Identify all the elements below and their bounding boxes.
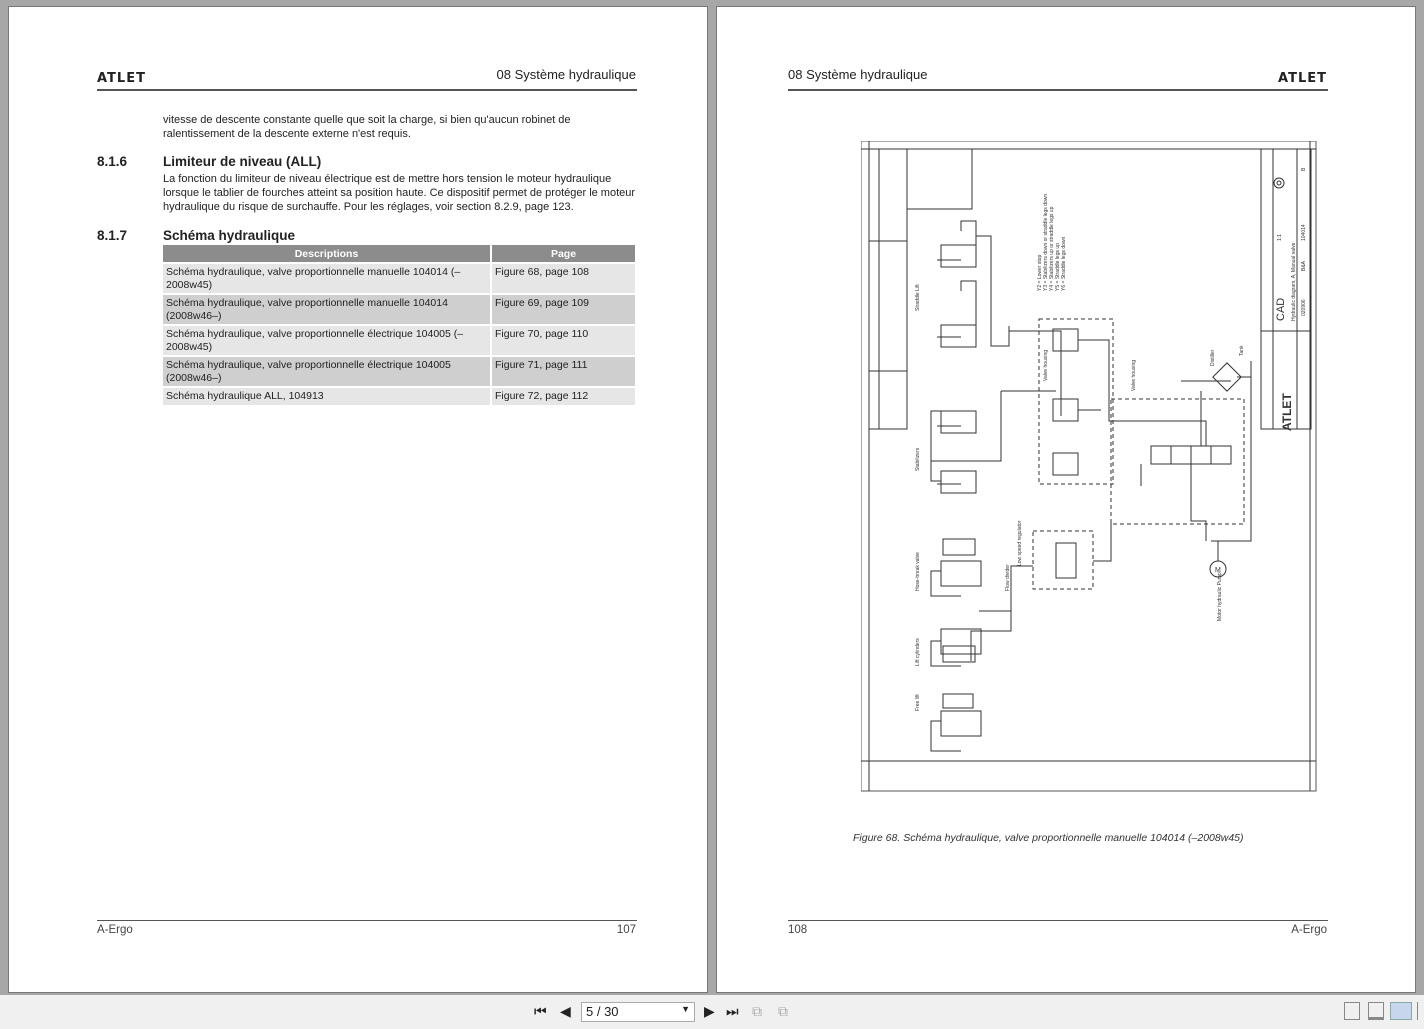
copy-page-alt-icon[interactable]: ⧉: [778, 1003, 788, 1019]
cell: Schéma hydraulique ALL, 104913: [163, 387, 491, 405]
chapter-header: 08 Système hydraulique: [496, 67, 636, 82]
cell-link[interactable]: Figure 71, page 111: [491, 356, 636, 387]
section-title: Limiteur de niveau (ALL): [163, 154, 322, 169]
table-row: [163, 294, 636, 325]
footer-product: A-Ergo: [1291, 924, 1327, 936]
legend-line: Y4 = Stabilizers up or straddle legs up: [1049, 206, 1055, 291]
next-page-button[interactable]: ▶: [704, 1003, 715, 1019]
cell: Schéma hydraulique, valve proportionnelle manuelle 104014 (–2008w45): [163, 263, 491, 294]
table-row: [163, 387, 636, 405]
col-header: Descriptions: [163, 245, 491, 263]
cell: Schéma hydraulique, valve proportionnelle électrique 104005 (–2008w45): [163, 325, 491, 356]
footer-rule: [97, 920, 637, 921]
last-page-button[interactable]: ⏭: [726, 1003, 739, 1019]
title-block-date: 020906: [1301, 299, 1307, 316]
footer-rule: [788, 920, 1328, 921]
diagram-label: Low speed regulator: [1017, 520, 1023, 566]
section-text: La fonction du limiteur de niveau électrique est de mettre hors tension le moteur hydraulique lorsque le tablier de fourches atteint sa position haute. Ce dispositif permet de protéger le moteur hydraulique du risque de surchauffe. Pour les réglages, voir section 8.2.9, page 123.: [163, 173, 636, 213]
diagram-label: Valve housing: [1043, 349, 1049, 381]
table-row: [163, 263, 636, 294]
col-header: Page: [491, 245, 636, 263]
figure-caption: Figure 68. Schéma hydraulique, valve proportionnelle manuelle 104014 (–2008w45): [853, 832, 1244, 844]
cell-link[interactable]: Figure 72, page 112: [491, 387, 636, 405]
cell-link[interactable]: Figure 70, page 110: [491, 325, 636, 356]
atlet-logo: ATLET: [1278, 71, 1327, 86]
title-block-logo: ATLET: [1280, 393, 1294, 431]
table-row: [163, 356, 636, 387]
chevron-down-icon: ▼: [681, 1004, 690, 1014]
two-page-continuous-view-icon[interactable]: [1417, 1002, 1424, 1020]
cylinders: [937, 245, 976, 708]
page-107: [8, 6, 708, 993]
title-block-title: Hydraulic diagram, A, Manual valve: [1291, 242, 1297, 321]
diagram-label: Straddle Lift: [915, 284, 921, 311]
legend-line: Y5 = Straddle legs up: [1055, 243, 1061, 291]
diagram-label: Hose-break valve: [915, 552, 921, 591]
legend-line: Y6 = Straddle legs down: [1061, 236, 1067, 291]
atlet-logo: ATLET: [97, 71, 146, 86]
footer-product: A-Ergo: [97, 924, 133, 936]
page-selector[interactable]: [581, 1002, 695, 1022]
section-title: Schéma hydraulique: [163, 228, 296, 243]
legend-line: Y3 = Stabilizers down or straddle legs down: [1043, 193, 1049, 291]
continuous-view-icon[interactable]: [1368, 1002, 1384, 1020]
hydraulic-diagram: [861, 141, 1321, 801]
cell-link[interactable]: Figure 68, page 108: [491, 263, 636, 294]
cell-link[interactable]: Figure 69, page 109: [491, 294, 636, 325]
section-heading: [97, 228, 296, 243]
legend-line: Y2 = Lower stop: [1037, 254, 1043, 291]
intro-text: vitesse de descente constante quelle que soit la charge, si bien qu'aucun robinet de ralentissement de la descente externe n'est requis.: [163, 114, 571, 140]
diagram-label: Tank: [1239, 345, 1245, 356]
single-page-view-icon[interactable]: [1344, 1002, 1360, 1020]
title-block-by: B&A: [1301, 260, 1307, 271]
page-108: [716, 6, 1416, 993]
header-rule: [788, 89, 1328, 91]
table-row: [163, 325, 636, 356]
page-selector-value: 5 / 30: [586, 1004, 619, 1019]
header-rule: [97, 89, 637, 91]
title-block-part: 104014: [1301, 224, 1307, 241]
copy-page-icon[interactable]: ⧉: [752, 1003, 762, 1019]
diagram-label: Stabilizers: [915, 447, 921, 471]
page-number: 107: [616, 924, 636, 936]
viewer-toolbar: [0, 995, 1424, 1029]
previous-page-button[interactable]: ◀: [560, 1003, 571, 1019]
section-number: 8.1.7: [97, 228, 128, 243]
title-block-system: CAD: [1275, 297, 1287, 321]
chapter-header: 08 Système hydraulique: [788, 67, 928, 82]
diagram-label: Valve housing: [1131, 359, 1137, 391]
cell: Schéma hydraulique, valve proportionnelle électrique 104005 (2008w46–): [163, 356, 491, 387]
page-number: 108: [788, 924, 808, 936]
first-page-button[interactable]: ⏮: [534, 1003, 547, 1019]
diagram-label: Flow divider: [1005, 564, 1011, 591]
title-block-edition: B: [1301, 167, 1307, 171]
diagram-label: Lift cylinders: [915, 638, 921, 666]
diagram-label: Motor hydraulic Pump: [1217, 572, 1223, 621]
diagram-table: [163, 245, 637, 405]
diagram-label: Free lift: [915, 694, 921, 711]
section-number: 8.1.6: [97, 154, 128, 169]
two-page-view-icon[interactable]: [1390, 1002, 1412, 1020]
section-heading: [97, 154, 322, 169]
cell: Schéma hydraulique, valve proportionnelle manuelle 104014 (2008w46–): [163, 294, 491, 325]
title-block-scale: 1:1: [1277, 234, 1283, 241]
diagram-label: Distiller: [1210, 349, 1216, 366]
svg-text:M: M: [1215, 567, 1221, 574]
